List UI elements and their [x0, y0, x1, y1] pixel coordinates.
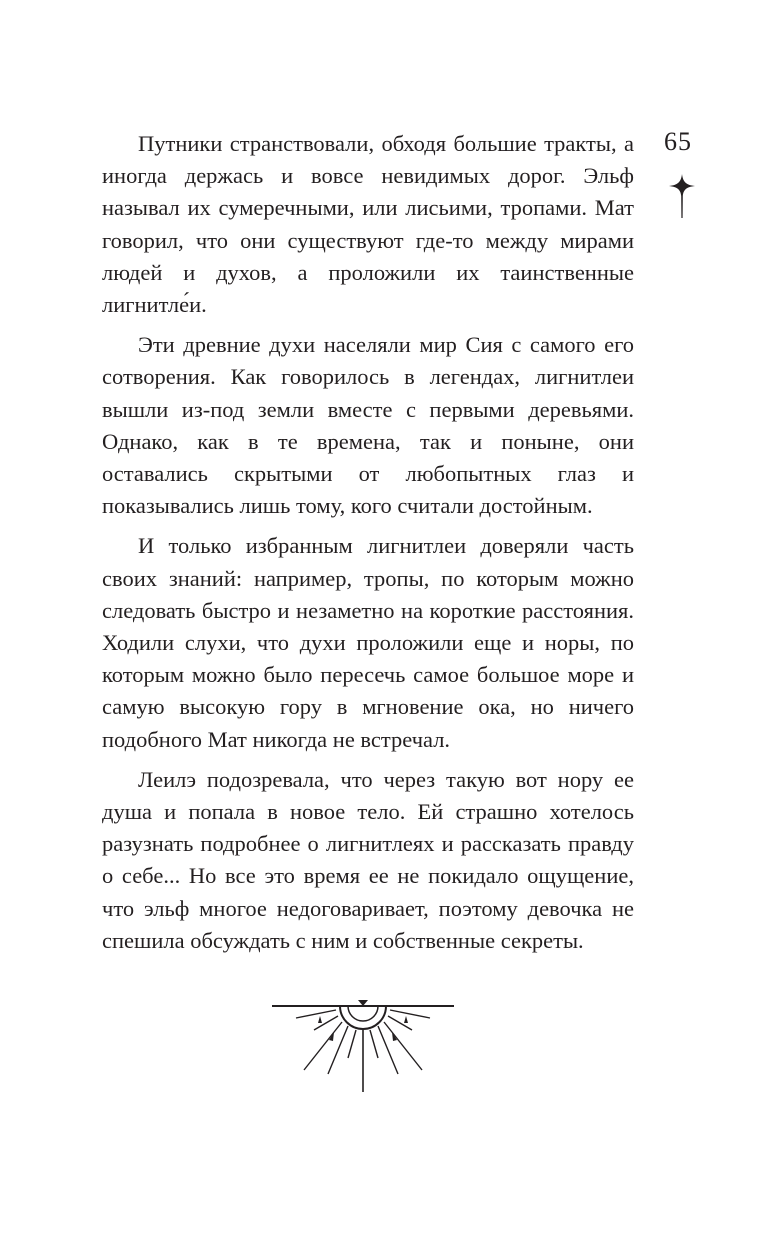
page-number: 65 [664, 127, 692, 156]
paragraph-2: Эти древние духи населяли мир Сия с самого его сотворения. Как говорилось в легендах, лигнитлеи вышли из-под земли вместе с первыми деревьями. Однако, как в те времена, так и поныне, они оставались скрытыми от любопытных глаз и показывались лишь тому, кого считали достойным. [102, 332, 634, 519]
sun-ornament-icon [268, 996, 458, 1096]
main-text [102, 128, 634, 965]
paragraph-3: И только избранным лигнитлеи доверяли часть своих знаний: например, тропы, по которым можно следовать быстро и незаметно на короткие расстояния. Ходили слухи, что духи проложили еще и норы, по которым можно было пересечь самое большое море и самую высокую гору в мгновение ока, но ничего подобного Мат никогда не встречал. [102, 533, 634, 752]
paragraph-4: Леилэ подозревала, что через такую вот нору ее душа и попала в новое тело. Ей страшно хотелось разузнать подробнее о лигнитлеях и рассказать правду о себе... Но все это время ее не покидало ощущение, что эльф многое недоговаривает, поэтому девочка не спешила обсуждать с ним и собственные секреты. [102, 766, 634, 953]
star-ornament-icon [665, 172, 699, 220]
paragraph-1: Путники странствовали, обходя большие тракты, а иногда держась и вовсе невидимых дорог. Эльф называл их сумеречными, или лисьими, тропами. Мат говорил, что они существуют где-то между мирами людей и духов, а проложили их таинственные лигнитле́и. [102, 131, 634, 318]
